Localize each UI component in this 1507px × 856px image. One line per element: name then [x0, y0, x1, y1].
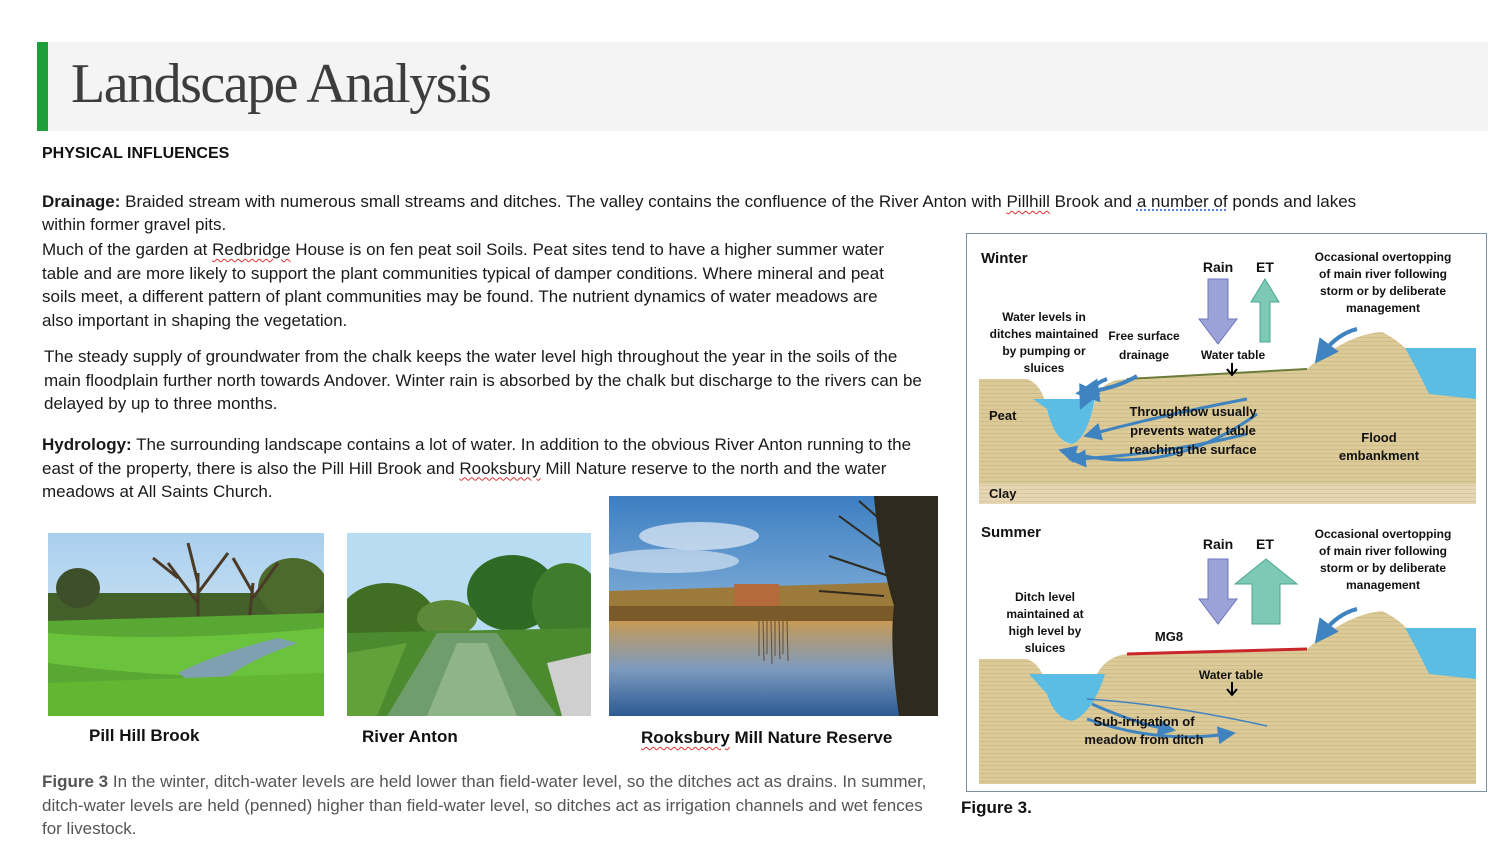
hydrology-text-b: Mill Nature reserve to the north and the water meadows at All Saints Church. [42, 458, 887, 501]
svg-text:sluices: sluices [1024, 641, 1066, 655]
svg-text:Free surface: Free surface [1108, 329, 1180, 343]
figure-caption-text: In the winter, ditch-water levels are held lower than field-water level, so the ditches act as drains. In summer, ditch-water levels are held (penned) higher than field-water level, so ditches act as irrigation channels and wet fences for livestock. [42, 772, 927, 838]
svg-text:Water table: Water table [1198, 668, 1264, 682]
rooksbury-mill-photo [609, 496, 938, 716]
svg-text:sluices: sluices [1023, 361, 1065, 375]
svg-text:of main river following: of main river following [1318, 267, 1448, 281]
svg-text:management: management [1345, 301, 1421, 315]
svg-text:by pumping or: by pumping or [1002, 344, 1086, 358]
river-anton-photo [347, 533, 591, 716]
peat-text-a: Much of the garden at [42, 240, 213, 259]
svg-text:MG8: MG8 [1154, 629, 1184, 644]
drainage-line-1 [42, 190, 1482, 214]
rooksbury-word: Rooksbury [459, 458, 541, 478]
summer-season-label: Summer [981, 524, 1042, 541]
svg-text:of main river following: of main river following [1318, 544, 1448, 558]
svg-text:Occasional overtopping: Occasional overtopping [1314, 250, 1452, 264]
hydrology-text-a: The surrounding landscape contains a lot of water. In addition to the obvious River Anton running to the east of the property, there is also the Pill Hill Brook and [42, 435, 912, 478]
svg-text:storm or by deliberate: storm or by deliberate [1319, 561, 1447, 575]
page-title: Landscape Analysis [71, 53, 491, 115]
svg-text:prevents water table: prevents water table [1130, 423, 1256, 438]
a-number-of-phrase: a number of [1136, 192, 1228, 211]
section-heading: PHYSICAL INFLUENCES [42, 145, 230, 162]
pill-hill-brook-caption: Pill Hill Brook [89, 726, 200, 745]
svg-text:meadow from ditch: meadow from ditch [1084, 732, 1204, 747]
svg-text:reaching the surface: reaching the surface [1129, 442, 1257, 457]
hydrology-label: Hydrology: [42, 435, 132, 454]
winter-rain-label: Rain [1202, 259, 1234, 275]
svg-text:Occasional overtopping: Occasional overtopping [1314, 527, 1452, 541]
svg-text:Water table: Water table [1200, 348, 1266, 362]
pill-hill-brook-photo [48, 533, 324, 716]
summer-rain-label: Rain [1202, 536, 1234, 552]
peat-text-b: House is on fen peat soil Soils. Peat sites tend to have a higher summer water table and are more likely to support the plant communities typical of damper conditions. Where mineral and peat soils meet, a different pattern of plant communities may be found. The nutrient dynamics of water meadows are also important in shaping the vegetation. [42, 240, 884, 330]
rooksbury-caption-word: Rooksbury [641, 728, 730, 747]
svg-text:Clay: Clay [989, 486, 1017, 501]
drainage-label: Drainage: [42, 192, 121, 211]
svg-text:Throughflow usually: Throughflow usually [1129, 404, 1257, 419]
svg-text:Ditch level: Ditch level [1014, 590, 1076, 604]
ditch-water-level-diagram [966, 233, 1487, 792]
rooksbury-caption [641, 728, 892, 748]
svg-text:embankment: embankment [1338, 448, 1420, 463]
figure-caption [42, 770, 942, 841]
svg-text:management: management [1345, 578, 1421, 592]
peat-paragraph [42, 238, 892, 332]
svg-text:Flood: Flood [1361, 430, 1397, 445]
svg-text:storm or by deliberate: storm or by deliberate [1319, 284, 1447, 298]
rooksbury-caption-rest: Mill Nature Reserve [729, 728, 893, 747]
drainage-text-c: ponds and lakes [1227, 192, 1357, 211]
drainage-line-2: within former gravel pits. [42, 215, 227, 234]
figure-caption-label: Figure 3 [42, 772, 109, 791]
hydrology-paragraph [42, 433, 942, 504]
svg-text:Sub-irrigation of: Sub-irrigation of [1093, 714, 1195, 729]
svg-text:ditches maintained: ditches maintained [989, 327, 1099, 341]
drainage-text-a: Braided stream with numerous small streams and ditches. The valley contains the confluence of the River Anton with [120, 192, 1007, 211]
title-accent-bar [37, 42, 48, 131]
drainage-text-b: Brook and [1049, 192, 1137, 211]
figure-3-label: Figure 3. [961, 798, 1032, 817]
groundwater-paragraph: The steady supply of groundwater from the chalk keeps the water level high throughout the year in the soils of the main floodplain further north towards Andover. Winter rain is absorbed by the chalk but discharge to the rivers can be delayed by up to three months. [44, 347, 922, 413]
river-anton-caption: River Anton [362, 727, 458, 746]
svg-text:Peat: Peat [989, 408, 1017, 423]
svg-text:drainage: drainage [1118, 348, 1170, 362]
winter-season-label: Winter [981, 250, 1028, 267]
title-bar [37, 42, 1488, 131]
winter-et-label: ET [1256, 259, 1274, 275]
summer-et-label: ET [1256, 536, 1274, 552]
svg-text:maintained at: maintained at [1006, 607, 1084, 621]
svg-text:Water levels in: Water levels in [1002, 310, 1086, 324]
svg-text:high level by: high level by [1008, 624, 1082, 638]
pillhill-word: Pillhill [1006, 192, 1050, 211]
redbridge-word: Redbridge [212, 240, 291, 259]
